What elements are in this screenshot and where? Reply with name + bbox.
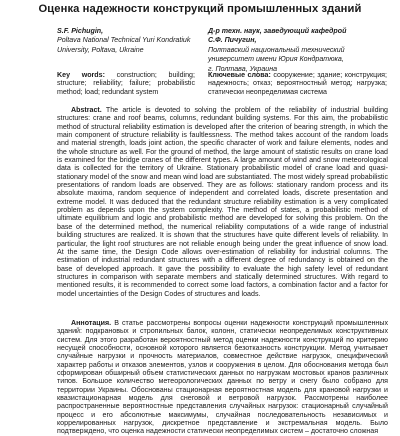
keywords-en-text: construction; building; structure; reliability; failure; probabilistic method; load; redundant system bbox=[57, 71, 195, 96]
abstract-text: The article is devoted to solving the problem of the reliability of industrial building structures: crane and roof beams, columns, redundant building systems. For this aim, the probabilistic method of structural reliability estimation is developed after the criterion of bearing strength, in which the main component of structure reliability is faultlessness. The method takes account of the random loads and material strength, loads joint action, the specific character of work and failure elements, nodes and the whole structure as well. For the ground of method, the large amount of statistic results on crane load is examined for the bridge cranes of the different types. A large amount of wind and snow meteorological data is collected for the territory of Ukraine. Stationary probabilistic model of crane load and quasi-stationary model of the snow and mean wind load are substantiated. The most widely spread probabilistic presentations of random loads are observed. They are as follows: stationary random process and its absolute maxima, random sequence of independent and correlated loads, discrete presentation and extreme model. It was deduced that the redundant structure reliability estimation is a very complicated problem as depends upon the system complexity. The method of states, a probabilistic method of ultimate equilibrium and logic and probabilistic method are developed for solving this problem. On the base of the determined method, the numerical reliability computations of a wide range of industrial building structures are realized. It is shown that the structures have quite different levels of reliability. In particular, the light roof structures are not reliable enough being under the great influence of snow load. At the same time, the Design Code allows over-estimation of reliability for industrial columns. The estimation of industrial redundant structures with a different degree of redundancy is obtained on the base of developed approach. It gave the possibility to evaluate the high safety level of redundant structures in comparison with separate members and statically determined structures. With regard to mentioned results, it is recommended to correct some load factors, a combination factor and a factor for model uncertainties of the Design Codes of structures and loads. bbox=[57, 106, 388, 298]
paper-title: Оценка надежности конструкций промышленных зданий bbox=[38, 3, 362, 15]
keywords-ru-text: сооружение; здание; конструкция; надежность; отказ; вероятностный метод; нагрузка; статически неопределимая система bbox=[208, 71, 387, 96]
author-affiliation-ru-line-3: г. Полтава, Украина bbox=[208, 64, 278, 73]
author-position-ru: Д-р техн. наук, заведующий кафедрой bbox=[208, 27, 347, 35]
author-block-en bbox=[57, 27, 207, 55]
annotation-text: В статье рассмотрены вопросы оценки надежности конструкций промышленных зданий: подкрановых и стропильных балок, колонн, статически неопределимых конструктивных систем. Для этого разработан вероятностный метод оценки надежности конструкций по критерию несущей способности, основной которого является безотказность конструкции. Метод учитывает случайные нагрузки и прочность материалов, совместное действие нагрузок, специфический характер работы и отказов элементов, узлов и сооружения в целом. Для обоснования метода был сформирован обширный объем статистических данных по нагрузкам мостовых кранов различных типов. Большое количество метеорологических данных по ветру и снегу было собрано для территории Украины. Обоснованы стационарная вероятностная модель для крановой нагрузки и квазистационарная модель для снеговой и ветровой нагрузок. Рассмотрены наиболее распространенные вероятностные представления случайных нагрузок: стационарный случайный процесс и его абсолютные максимумы, случайная последовательность независимых и коррелированных нагрузок, дискретное представление и экстремальная модель. Было подтверждено, что оценка надежности статически неопределимых систем – достаточно сложная bbox=[57, 319, 388, 436]
author-affiliation-en-line-2: University, Poltava, Ukraine bbox=[57, 45, 144, 54]
author-block-ru bbox=[208, 27, 388, 74]
annotation-paragraph bbox=[57, 319, 388, 436]
author-affiliation-ru-line-2: университет имени Юрия Кондратюка, bbox=[208, 55, 344, 64]
abstract-label: Abstract. bbox=[71, 106, 102, 114]
keywords-en bbox=[57, 71, 195, 96]
annotation-label: Аннотация. bbox=[71, 319, 112, 327]
author-name-ru: С.Ф. Пичугин, bbox=[208, 36, 257, 45]
keywords-en-label: Key words: bbox=[57, 71, 105, 79]
author-name-en: S.F. Pichugin, bbox=[57, 27, 104, 35]
abstract-paragraph bbox=[57, 106, 388, 298]
keywords-ru-label: Ключевые слова: bbox=[208, 71, 271, 79]
keywords-ru bbox=[208, 71, 387, 96]
author-affiliation-en-line-1: Poltava National Technical Yuri Kondratiuk bbox=[57, 36, 191, 45]
author-affiliation-ru-line-1: Полтавский национальный технический bbox=[208, 45, 345, 54]
